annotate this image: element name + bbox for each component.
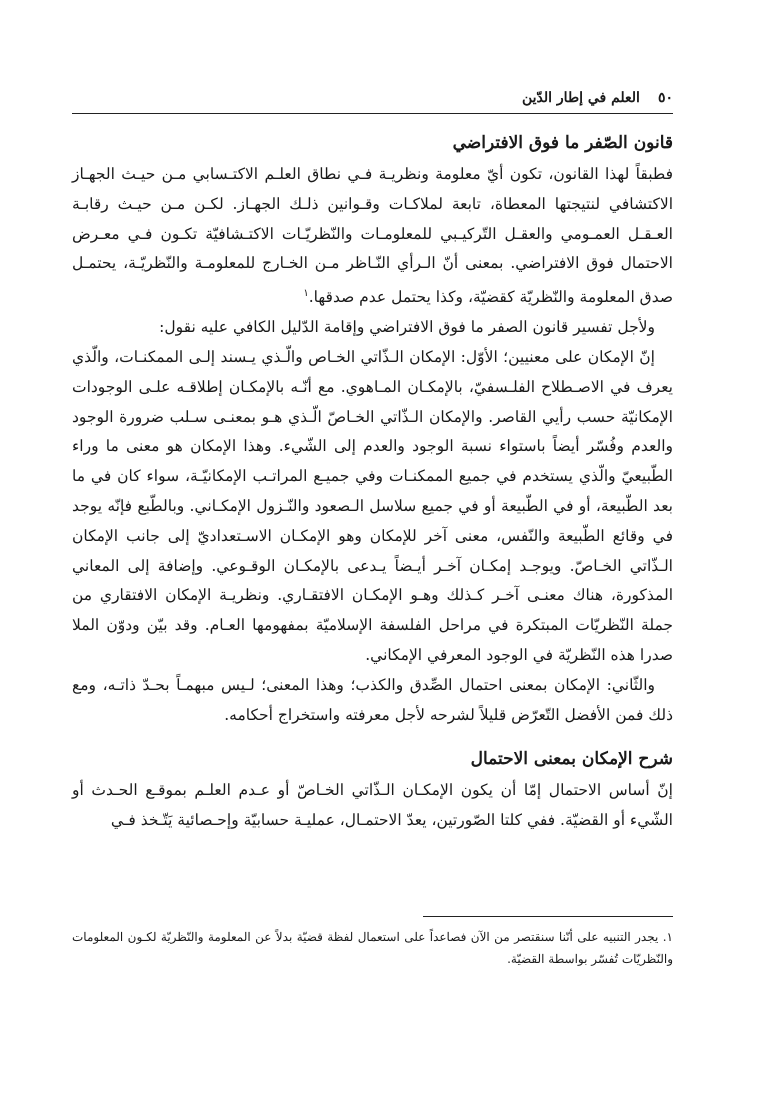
- paragraph: إنّ أساس الاحتمال إمّا أن يكون الإمكـان الـذّاتي الخـاصّ أو عـدم العلـم بموقـع الحـدث أو الشّيء أو القضيّة. ففي كلتا الصّورتين، يعدّ الاحتمـال، عمليـة حسابيّة وإحـصائية يَتّـخذ فـي: [72, 781, 673, 830]
- header-rule: [72, 113, 673, 114]
- running-title: العلم في إطار الدّين: [521, 90, 640, 106]
- paragraph: والثّاني: الإمكان بمعنى احتمال الصِّدق والكذب؛ وهذا المعنى؛ لـيس مبهمـاً بحـدّ ذاتـه، ومع ذلك فمن الأفضل التّعرّض قليلاً لشرحه لأجل معرفته واستخراج أحكامه.: [72, 675, 673, 724]
- running-header: [522, 90, 673, 106]
- section-heading-possibility: شرح الإمكان بمعنى الاحتمال: [470, 749, 673, 770]
- page-number: ٥٠: [657, 90, 673, 106]
- footnote: ١. يجدر التنبيه على أنّنا سنقتصر من الآن فصاعداً على استعمال لفظة قضيّة بدلاً عن المعلومة والنّظريّة لكـون المعلومات والنّظريّات تُفسّر بواسطة القضيّة.: [72, 930, 673, 966]
- paragraph-text: فطبقاً لهذا القانون، تكون أيّ معلومة ونظريـة فـي نطاق العلـم الاكتـسابي مـن حيـث الجهـاز الاكتشافي لنتيجتها المعطاة، تابعة لملاكـات وقـوانين ذلـك الجهـاز. لكـن مـن حيـث رقابـة العـقـل العمـومي والعقـل التّركيـبي للمعلومـات والنّظريّـات الاكتـشافيّة تكـون فـي معـرض الاحتمال فوق الافتراضي. بمعنى أنّ الـرأي النّـاظر مـن الخـارج للمعلومـة والنّظريّـة، يحتمـل صدق المعلومة والنّظريّة كقضيّة، وكذا يحتمل عدم صدقها.: [72, 165, 673, 307]
- paragraph: [72, 160, 673, 313]
- paragraph: إنّ الإمكان على معنيين؛ الأوّل: الإمكان الـذّاتي الخـاص والّـذي يـسند إلـى الممكنـات، والّذي يعرف في الاصـطلاح الفلـسفيّ، بالإمكـان المـاهوي. مع أنّـه بالإمكـان إطلاقـه علـى الوجودات الإمكانيّة حسب رأيي القاصر. والإمكان الـذّاتي الخـاصّ الّـذي هـو بمعنـى سـلب ضرورة الوجود والعدم وفُسّر أيضاً باستواء نسبة الوجود والعدم إلى الشّيء. وهذا الإمكان هو معنى ما وراء الطّبيعيّ والّذي يستخدم في جميع الممكنـات وفي جميـع المراتـب الإمكانيّـة، سواء كان في ما بعد الطّبيعة، أو في الطّبيعة أو في جميع سلاسل الـصعود والنّـزول الإمكـاني. وبالطّبع فإنّه يوجد في وقائع الطّبيعة والنّفس، معنى آخر للإمكان وهو الإمكـان الاسـتعداديّ إلى جانب الإمكان الـذّاتي الخـاصّ. ويوجـد إمكـان آخـر أيـضاً يـدعى بالإمكـان الوقـوعي. وإضافة إلى المعاني المذكورة، هناك معنـى آخـر كـذلك وهـو الإمكـان الافتقـاري. ونظريـة الإمكان الافتقاري من جملة النّظريّات المبتكرة في مراحل الفلسفة الإسلاميّة بمفهومها العـام. وقد بيّن ودوّن الملا صدرا هذه النّظريّة في الوجود المعرفي الإمكاني.: [72, 347, 673, 664]
- paragraph: ولأجل تفسير قانون الصفر ما فوق الافتراضي وإقامة الدّليل الكافي عليه نقول:: [159, 318, 655, 337]
- footnote-reference[interactable]: ١: [303, 288, 309, 300]
- page-body: [72, 128, 673, 836]
- section-heading-zero-law: قانون الصّفر ما فوق الافتراضي: [452, 133, 673, 153]
- footnote-rule: [423, 916, 673, 917]
